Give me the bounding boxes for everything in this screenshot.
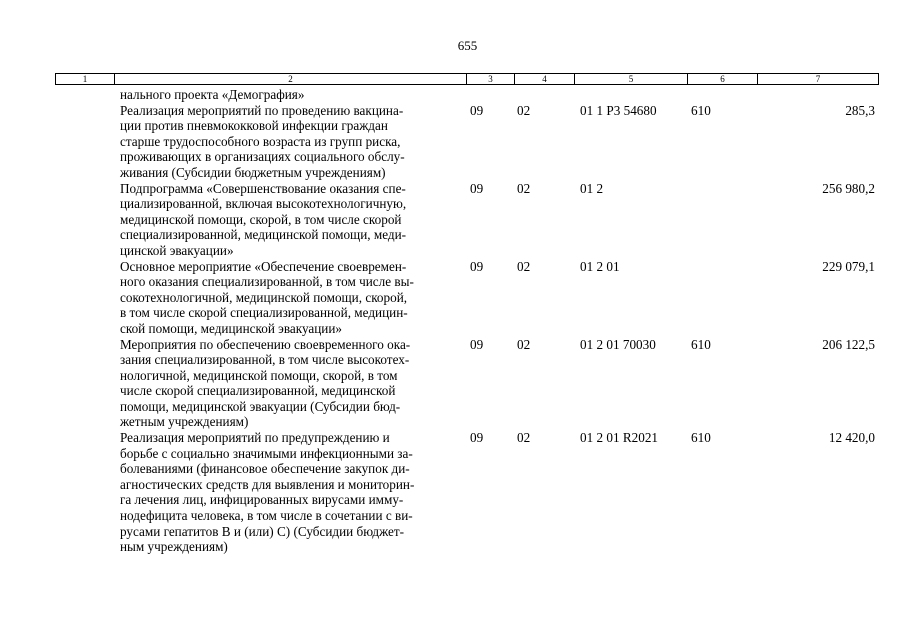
table-row [0, 259, 905, 337]
amount-value: 12 420,0 [828, 430, 875, 446]
description-line: живания (Субсидии бюджетным учреждениям) [120, 164, 386, 180]
amount-value: 229 079,1 [822, 258, 875, 274]
row-description [120, 103, 460, 181]
page-number: 655 [457, 38, 478, 53]
section-code: 09 [470, 430, 484, 446]
description-line: Мероприятия по обеспечению своевременного ока- [120, 336, 411, 352]
description-line: цинской эвакуации» [120, 242, 234, 258]
subsection-code: 02 [517, 336, 531, 352]
column-header-5: 5 [575, 74, 688, 84]
description-line: сокотехнологичной, медицинской помощи, скорой, [120, 289, 408, 305]
target-article-code: 01 2 01 70030 [580, 336, 656, 352]
table-row [0, 103, 905, 181]
description-line: нального проекта «Демография» [120, 87, 305, 102]
section-code: 09 [470, 180, 484, 196]
target-article-code: 01 2 [580, 180, 604, 196]
section-code: 09 [470, 336, 484, 352]
description-line: га лечения лиц, инфицированных вирусами имму- [120, 492, 404, 508]
description-line: Реализация мероприятий по предупреждению и [120, 430, 390, 446]
description-line: числе скорой специализированной, медицинской [120, 383, 396, 399]
section-code: 09 [470, 102, 484, 118]
column-header-row [55, 73, 879, 85]
subsection-code: 02 [517, 102, 531, 118]
amount-value: 256 980,2 [822, 180, 875, 196]
description-line: ции против пневмококковой инфекции граждан [120, 118, 388, 134]
description-line: Подпрограмма «Совершенствование оказания спе- [120, 180, 406, 196]
row-description [120, 259, 460, 337]
description-line: нологичной, медицинской помощи, скорой, в том [120, 367, 398, 383]
table-row [0, 87, 905, 103]
table-row [0, 181, 905, 259]
expense-type-code: 610 [691, 430, 711, 446]
description-line: ного оказания специализированной, в том числе вы- [120, 274, 414, 290]
target-article-code: 01 2 01 R2021 [580, 430, 659, 446]
table-row [0, 430, 905, 555]
description-line: ской помощи, медицинской эвакуации» [120, 320, 343, 336]
description-line: зания специализированной, в том числе высокотех- [120, 352, 410, 368]
description-line: нодефицита человека, в том числе в сочетании с ви- [120, 508, 413, 524]
column-header-2: 2 [115, 74, 467, 84]
subsection-code: 02 [517, 430, 531, 446]
expense-type-code: 610 [691, 102, 711, 118]
row-description [120, 430, 460, 555]
description-line: борьбе с социально значимыми инфекционными за- [120, 445, 413, 461]
subsection-code: 02 [517, 258, 531, 274]
description-line: медицинской помощи, скорой, в том числе скорой [120, 211, 402, 227]
description-line: Реализация мероприятий по проведению вакцина- [120, 102, 404, 118]
target-article-code: 01 2 01 [580, 258, 620, 274]
description-line: циализированной, включая высокотехнологичную, [120, 196, 407, 212]
section-code: 09 [470, 258, 484, 274]
column-header-4: 4 [515, 74, 575, 84]
description-line: в том числе скорой специализированной, медицин- [120, 305, 408, 321]
description-line: болеваниями (финансовое обеспечение закупок ди- [120, 461, 410, 477]
description-line: старше трудоспособного возраста из групп риска, [120, 133, 401, 149]
column-header-7: 7 [815, 74, 821, 84]
description-line: специализированной, медицинской помощи, меди- [120, 227, 407, 243]
description-line: проживающих в организациях социального обслу- [120, 149, 405, 165]
subsection-code: 02 [517, 180, 531, 196]
row-description [120, 87, 460, 103]
description-line: Основное мероприятие «Обеспечение своевремен- [120, 258, 407, 274]
description-line: русами гепатитов В и (или) С) (Субсидии бюджет- [120, 523, 405, 539]
amount-value: 206 122,5 [822, 336, 875, 352]
column-header-1: 1 [56, 74, 115, 84]
description-line: агностических средств для выявления и мониторин- [120, 476, 415, 492]
description-line: помощи, медицинской эвакуации (Субсидии бюд- [120, 398, 401, 414]
budget-table-body [0, 87, 905, 555]
column-header-6: 6 [688, 74, 758, 84]
description-line: жетным учреждениям) [120, 414, 249, 430]
target-article-code: 01 1 P3 54680 [580, 102, 657, 118]
column-header-3: 3 [467, 74, 515, 84]
row-description [120, 181, 460, 259]
row-description [120, 337, 460, 431]
amount-value: 285,3 [845, 102, 875, 118]
expense-type-code: 610 [691, 336, 711, 352]
description-line: ным учреждениям) [120, 539, 228, 555]
table-row [0, 337, 905, 431]
